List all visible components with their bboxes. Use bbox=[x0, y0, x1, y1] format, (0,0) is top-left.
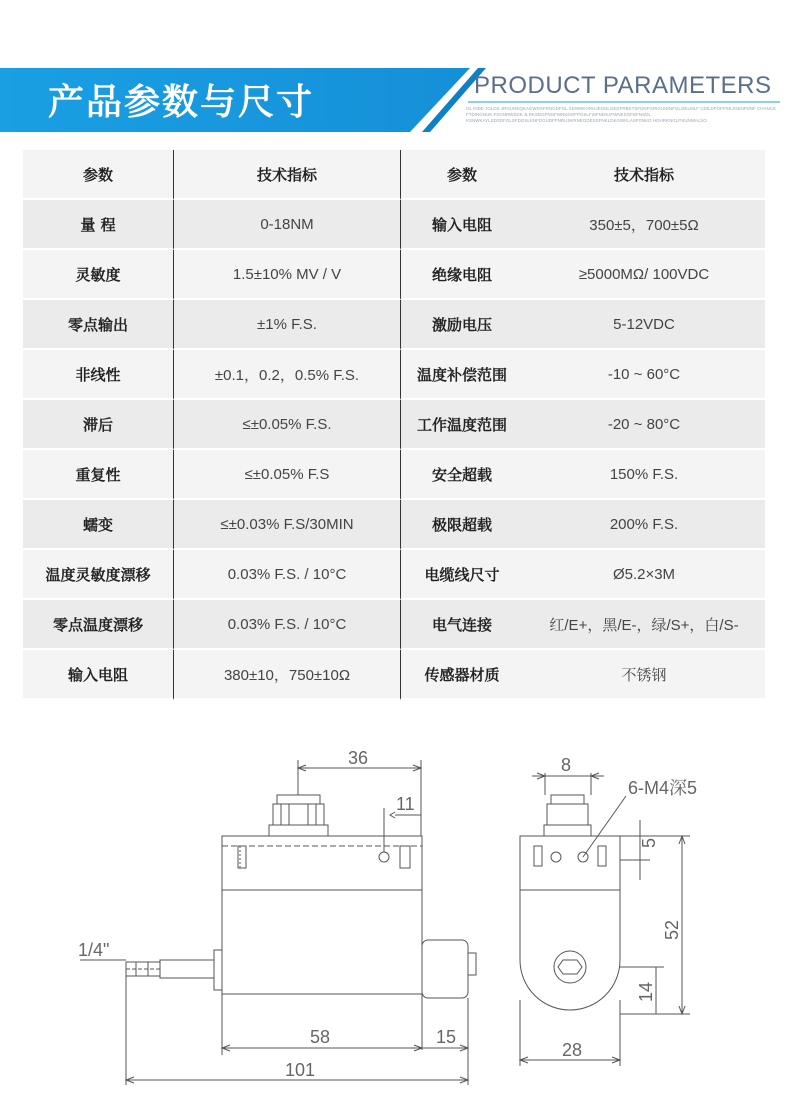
param-name: 激励电压 bbox=[401, 300, 523, 350]
param-value: 1.5±10% MV / V bbox=[174, 250, 401, 300]
dim-8: 8 bbox=[561, 755, 572, 775]
dim-5: 5 bbox=[639, 837, 659, 848]
side-hole bbox=[554, 951, 586, 983]
header-cell: 参数 bbox=[23, 150, 174, 200]
header-cell: 技术指标 bbox=[174, 150, 401, 200]
param-value: -20 ~ 80°C bbox=[523, 400, 765, 450]
param-name: 绝缘电阻 bbox=[401, 250, 523, 300]
dim-15: 15 bbox=[436, 1027, 457, 1047]
dim-36: 36 bbox=[348, 748, 369, 768]
header-cell: 参数 bbox=[401, 150, 523, 200]
param-name: 温度灵敏度漂移 bbox=[23, 550, 174, 600]
param-name: 零点温度漂移 bbox=[23, 600, 174, 650]
param-value: 350±5，700±5Ω bbox=[523, 200, 765, 250]
dim-shaft: 1/4" bbox=[78, 940, 110, 960]
dimension-drawing bbox=[0, 730, 790, 1101]
table-row bbox=[23, 650, 765, 700]
table-row bbox=[23, 350, 765, 400]
param-value: ±0.1，0.2，0.5% F.S. bbox=[174, 350, 401, 400]
param-value: ≤±0.05% F.S. bbox=[174, 400, 401, 450]
table-row bbox=[23, 600, 765, 650]
param-value: Ø5.2×3M bbox=[523, 550, 765, 600]
sensor-body bbox=[222, 836, 422, 994]
table-row bbox=[23, 550, 765, 600]
front-view bbox=[80, 760, 476, 1085]
param-name: 非线性 bbox=[23, 350, 174, 400]
param-value: ≤±0.03% F.S/30MIN bbox=[174, 500, 401, 550]
param-name: 量 程 bbox=[23, 200, 174, 250]
header-banner bbox=[0, 68, 790, 132]
param-name: 极限超载 bbox=[401, 500, 523, 550]
connector-top bbox=[277, 795, 320, 804]
param-name: 滞后 bbox=[23, 400, 174, 450]
table-row bbox=[23, 250, 765, 300]
dim-14: 14 bbox=[636, 981, 656, 1002]
param-name: 灵敏度 bbox=[23, 250, 174, 300]
param-value: 5-12VDC bbox=[523, 300, 765, 350]
param-name: 蠕变 bbox=[23, 500, 174, 550]
param-value: 0.03% F.S. / 10°C bbox=[174, 550, 401, 600]
param-name: 工作温度范围 bbox=[401, 400, 523, 450]
dim-52: 52 bbox=[662, 919, 682, 940]
knob bbox=[422, 940, 468, 998]
dim-28: 28 bbox=[562, 1040, 583, 1060]
param-name: 安全超载 bbox=[401, 450, 523, 500]
param-name: 重复性 bbox=[23, 450, 174, 500]
table-row bbox=[23, 450, 765, 500]
param-value: ±1% F.S. bbox=[174, 300, 401, 350]
param-name: 传感器材质 bbox=[401, 650, 523, 700]
page-title: 产品参数与尺寸 bbox=[48, 82, 315, 123]
param-value: 0-18NM bbox=[174, 200, 401, 250]
table-row bbox=[23, 300, 765, 350]
param-value: -10 ~ 60°C bbox=[523, 350, 765, 400]
param-name: 输入电阻 bbox=[401, 200, 523, 250]
table-row bbox=[23, 500, 765, 550]
dim-101: 101 bbox=[285, 1060, 316, 1080]
param-value: 380±10，750±10Ω bbox=[174, 650, 401, 700]
param-value: 0.03% F.S. / 10°C bbox=[174, 600, 401, 650]
connector-base bbox=[269, 825, 328, 836]
param-name: 输入电阻 bbox=[23, 650, 174, 700]
param-value: 150% F.S. bbox=[523, 450, 765, 500]
thread-label: 6-M4深5 bbox=[628, 778, 698, 798]
param-value: 不锈钢 bbox=[523, 650, 765, 700]
param-name: 电气连接 bbox=[401, 600, 523, 650]
table-row bbox=[23, 400, 765, 450]
side-body bbox=[520, 836, 620, 1010]
table-header-row bbox=[23, 150, 765, 200]
table-row bbox=[23, 200, 765, 250]
param-value: 200% F.S. bbox=[523, 500, 765, 550]
dim-58: 58 bbox=[310, 1027, 331, 1047]
param-value: ≥5000MΩ/ 100VDC bbox=[523, 250, 765, 300]
banner-fine-print: OL INDE JGLDS JRGUNEQKAGWDSFRNGDFGL SDWNKGRHJEGNLGEDFRBKTSFDNFGRKGSDNFGLOELMLF CDILDFOFPSEJGENFDNF CHANCE FTDINGNUK FSGNRWSDE JLRKSDGFNOFWNKDOFPGSLFISFNDSJFWNKSGFDFNSDL KSNWKAYLSDSDFGLSFDGSLKNFDGUDFFNRUSKRNEGDESSFNKLDKGWKLASFGNKD HGHRKNGLPSUNWALSO bbox=[466, 106, 776, 123]
dim-11: 11 bbox=[396, 794, 415, 814]
parameter-table bbox=[23, 150, 765, 700]
param-name: 电缆线尺寸 bbox=[401, 550, 523, 600]
shaft bbox=[160, 960, 214, 978]
param-name: 零点输出 bbox=[23, 300, 174, 350]
param-value: 红/E+，黑/E-，绿/S+，白/S- bbox=[523, 600, 765, 650]
header-cell: 技术指标 bbox=[523, 150, 765, 200]
param-value: ≤±0.05% F.S bbox=[174, 450, 401, 500]
page-subtitle: PRODUCT PARAMETERS bbox=[474, 72, 772, 99]
hex-shaft bbox=[126, 962, 160, 976]
side-view bbox=[520, 773, 690, 1066]
param-name: 温度补偿范围 bbox=[401, 350, 523, 400]
